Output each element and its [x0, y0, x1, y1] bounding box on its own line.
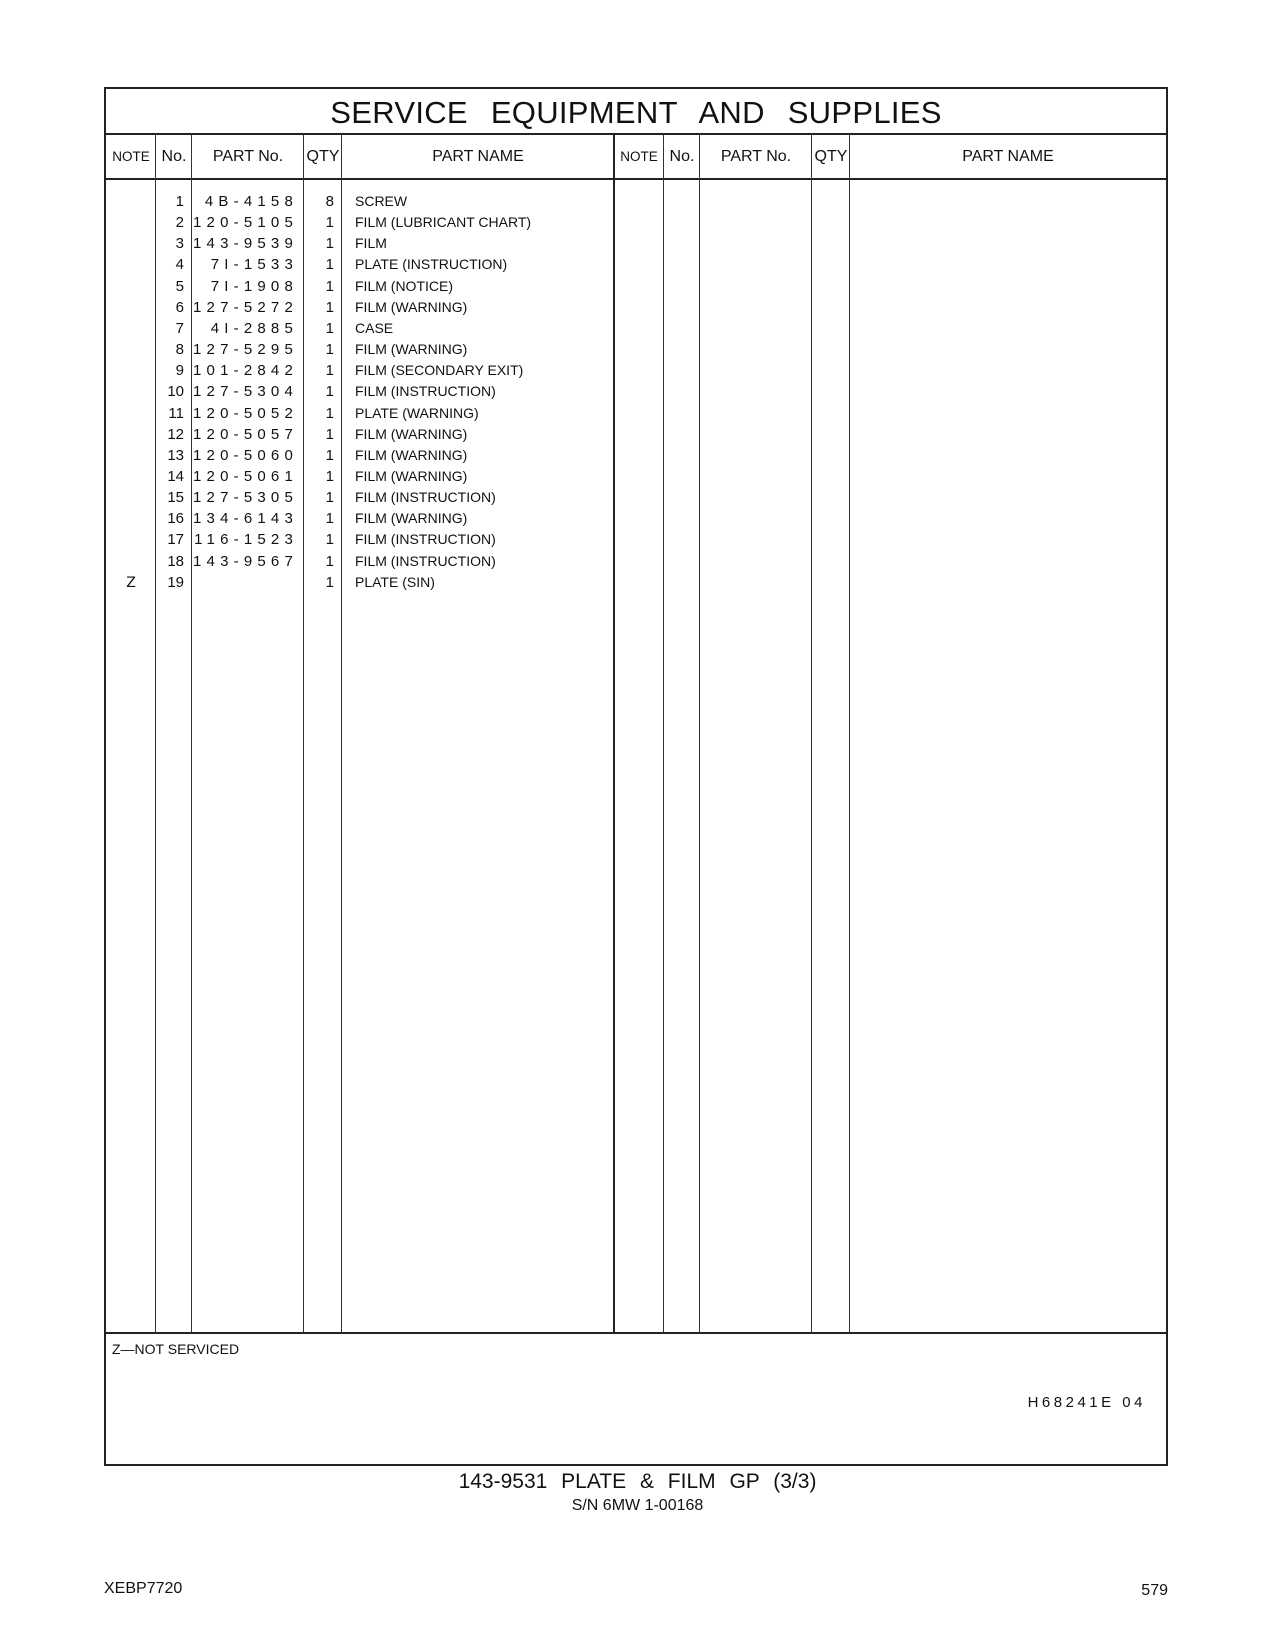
table-row: [106, 551, 1166, 573]
part-name-cell: FILM (INSTRUCTION): [355, 383, 496, 400]
part-number-cell: 120-5057: [193, 425, 298, 443]
item-number-cell: 11: [168, 404, 184, 422]
item-number-cell: 1: [175, 193, 184, 210]
item-number-cell: 2: [175, 214, 184, 232]
table-row: [106, 424, 1166, 446]
part-number-cell: 7I-1533: [210, 256, 298, 274]
part-number-cell: 4B-4158: [204, 193, 298, 210]
item-number-cell: 15: [167, 489, 184, 507]
table-row: [106, 529, 1166, 551]
quantity-cell: 1: [325, 552, 334, 570]
part-number-cell: 120-5105: [193, 214, 298, 232]
header-part-no-right: PART No.: [720, 148, 792, 165]
quantity-cell: 1: [325, 256, 334, 274]
header-part-name-left: PART NAME: [432, 148, 524, 165]
page-number: 579: [1141, 1582, 1168, 1599]
part-number-cell: 134-6143: [193, 510, 298, 528]
quantity-cell: 1: [325, 573, 334, 591]
footnote: Z—NOT SERVICED: [112, 1341, 240, 1357]
item-number-cell: 5: [175, 277, 184, 295]
table-row: [106, 403, 1166, 425]
part-number-cell: 116-1523: [194, 531, 298, 549]
item-number-cell: 3: [175, 235, 184, 253]
header-no-left: No.: [161, 148, 187, 165]
part-name-cell: FILM (WARNING): [355, 467, 468, 484]
item-number-cell: 7: [175, 319, 184, 337]
header-note-left: NOTE: [112, 149, 150, 164]
part-name-cell: FILM (WARNING): [355, 425, 468, 442]
quantity-cell: 1: [325, 446, 334, 464]
table-row: [106, 339, 1166, 361]
part-name-cell: FILM (WARNING): [355, 510, 468, 527]
part-name-cell: FILM (INSTRUCTION): [355, 552, 496, 569]
quantity-cell: 1: [325, 277, 334, 295]
page-title: SERVICE EQUIPMENT AND SUPPLIES: [106, 89, 1166, 135]
quantity-cell: 1: [325, 489, 334, 507]
part-name-cell: FILM (WARNING): [355, 341, 468, 358]
part-name-cell: FILM (SECONDARY EXIT): [355, 362, 524, 379]
part-number-cell: 120-5061: [193, 467, 298, 485]
item-number-cell: 16: [167, 510, 184, 528]
quantity-cell: 1: [325, 510, 334, 528]
part-name-cell: FILM (INSTRUCTION): [355, 489, 496, 506]
table-row: [106, 191, 1166, 213]
quantity-cell: 1: [325, 404, 334, 422]
header-part-name-right: PART NAME: [962, 148, 1054, 165]
table-row: [106, 360, 1166, 382]
quantity-cell: 1: [325, 298, 334, 316]
item-number-cell: 4: [175, 256, 184, 274]
quantity-cell: 1: [325, 214, 334, 232]
item-number-cell: 18: [167, 552, 184, 570]
table-row: [106, 212, 1166, 234]
illustration-id: H68241E 04: [1027, 1394, 1146, 1411]
document-id: XEBP7720: [104, 1580, 183, 1597]
header-note-right: NOTE: [620, 149, 658, 164]
item-number-cell: 9: [175, 362, 184, 380]
item-number-cell: 19: [167, 573, 184, 591]
parts-table-frame: [104, 87, 1168, 1466]
part-name-cell: FILM (WARNING): [355, 446, 468, 463]
serial-number: S/N 6MW 1-00168: [571, 1497, 704, 1514]
footer-divider: [106, 1332, 1166, 1334]
item-number-cell: 17: [167, 531, 184, 549]
quantity-cell: 1: [325, 362, 334, 380]
table-row: [106, 572, 1166, 594]
part-number-cell: 4I-2885: [210, 319, 298, 337]
table-row: [106, 297, 1166, 319]
part-number-cell: 127-5304: [193, 383, 298, 401]
header-qty-right: QTY: [814, 148, 848, 165]
quantity-cell: 8: [325, 193, 334, 210]
part-number-cell: 120-5052: [193, 404, 298, 422]
header-qty-left: QTY: [306, 148, 340, 165]
item-number-cell: 6: [175, 298, 184, 316]
quantity-cell: 1: [325, 319, 334, 337]
quantity-cell: 1: [325, 383, 334, 401]
table-row: [106, 233, 1166, 255]
note-cell: Z: [126, 574, 136, 591]
part-number-cell: 127-5305: [193, 489, 298, 507]
part-number-cell: 101-2842: [193, 362, 298, 380]
part-number-cell: 127-5272: [193, 298, 298, 316]
quantity-cell: 1: [325, 341, 334, 359]
part-name-cell: FILM (LUBRICANT CHART): [355, 214, 532, 231]
part-number-cell: 143-9539: [193, 235, 298, 253]
table-row: [106, 508, 1166, 530]
table-header-row: [106, 135, 1166, 180]
item-number-cell: 10: [167, 383, 184, 401]
item-number-cell: 13: [167, 446, 184, 464]
part-number-cell: 7I-1908: [210, 277, 298, 295]
group-title: 143-9531 PLATE & FILM GP (3/3): [458, 1470, 817, 1493]
part-number-cell: 143-9567: [193, 552, 298, 570]
part-name-cell: PLATE (INSTRUCTION): [355, 256, 508, 273]
part-name-cell: FILM: [355, 235, 387, 252]
part-name-cell: PLATE (SIN): [355, 573, 435, 590]
part-name-cell: CASE: [355, 319, 394, 336]
table-row: [106, 381, 1166, 403]
header-no-right: No.: [669, 148, 695, 165]
table-row: [106, 466, 1166, 488]
table-row: [106, 254, 1166, 276]
part-name-cell: FILM (INSTRUCTION): [355, 531, 496, 548]
table-row: [106, 445, 1166, 467]
part-name-cell: FILM (WARNING): [355, 298, 468, 315]
part-name-cell: FILM (NOTICE): [355, 277, 453, 294]
item-number-cell: 8: [175, 341, 184, 359]
quantity-cell: 1: [325, 467, 334, 485]
part-number-cell: 120-5060: [193, 446, 298, 464]
item-number-cell: 14: [167, 467, 184, 485]
part-number-cell: 127-5295: [193, 341, 298, 359]
quantity-cell: 1: [325, 425, 334, 443]
item-number-cell: 12: [167, 425, 184, 443]
quantity-cell: 1: [325, 531, 334, 549]
table-row: [106, 276, 1166, 298]
header-part-no-left: PART No.: [212, 148, 284, 165]
part-name-cell: PLATE (WARNING): [355, 404, 479, 421]
table-row: [106, 487, 1166, 509]
quantity-cell: 1: [325, 235, 334, 253]
table-row: [106, 318, 1166, 340]
part-name-cell: SCREW: [355, 193, 408, 209]
